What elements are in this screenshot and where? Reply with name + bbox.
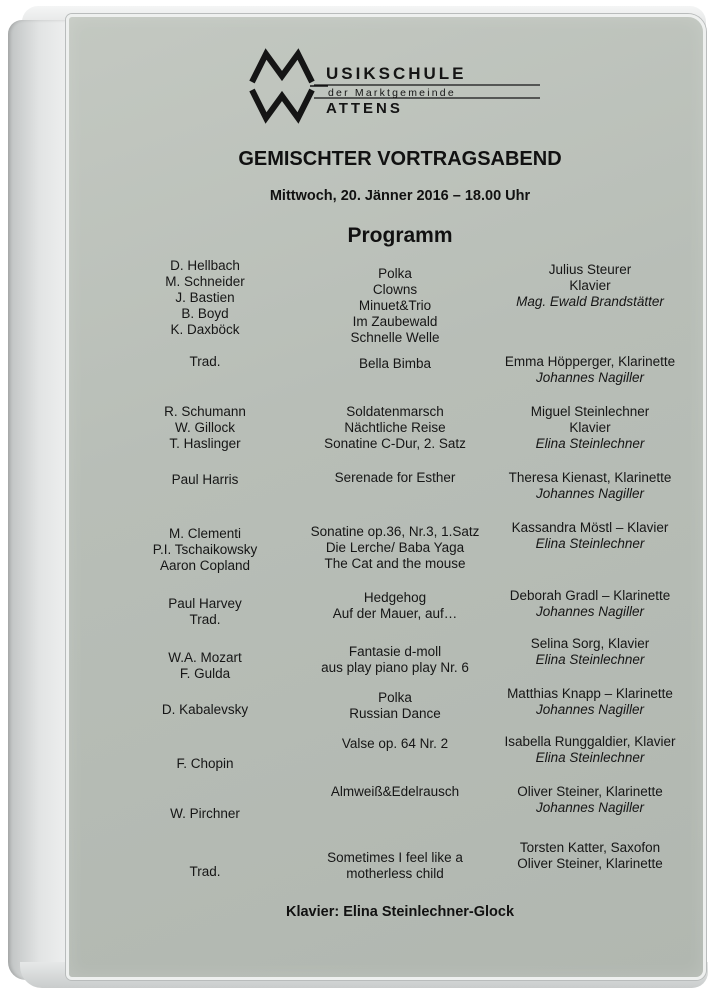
- performer-column: [480, 470, 700, 502]
- teacher-name: Mag. Ewald Brandstätter: [516, 294, 664, 309]
- composer-name: J. Bastien: [175, 290, 235, 305]
- performer-name: Torsten Katter, Saxofon: [519, 840, 661, 855]
- composer-name: B. Boyd: [181, 306, 229, 321]
- piece-title: Die Lerche/ Baba Yaga: [325, 540, 465, 555]
- piece-title: Nächtliche Reise: [344, 420, 446, 435]
- piece-title: Fantasie d-moll: [348, 644, 442, 659]
- composer-name: P.I. Tschaikowsky: [152, 542, 258, 557]
- composer-name: Paul Harris: [171, 472, 239, 487]
- piece-title: Bella Bimba: [358, 356, 432, 371]
- composer-name: R. Schumann: [164, 404, 246, 419]
- performer-column: [480, 686, 700, 718]
- accompanist-footer: Klavier: Elina Steinlechner-Glock: [285, 904, 515, 920]
- piece-title: Russian Dance: [349, 706, 441, 721]
- event-date: Mittwoch, 20. Jänner 2016 – 18.00 Uhr: [269, 188, 531, 204]
- school-logo: [248, 48, 548, 124]
- performer-column: [480, 588, 700, 620]
- composer-column: [120, 258, 290, 338]
- composer-name: Aaron Copland: [159, 558, 251, 573]
- performer-name: Miguel Steinlechner: [530, 404, 650, 419]
- composer-column: [120, 806, 290, 822]
- teacher-name: Johannes Nagiller: [535, 604, 645, 619]
- composer-name: Paul Harvey: [168, 596, 242, 611]
- teacher-name: Elina Steinlechner: [535, 536, 645, 551]
- piece-column: [290, 266, 500, 346]
- piece-title: Soldatenmarsch: [346, 404, 444, 419]
- composer-name: Trad.: [189, 864, 221, 879]
- piece-title: Serenade for Esther: [334, 470, 456, 485]
- teacher-name: Elina Steinlechner: [535, 750, 645, 765]
- piece-column: [290, 470, 500, 486]
- logo-text-wattens: ATTENS: [326, 100, 403, 117]
- piece-column: [290, 590, 500, 622]
- piece-title: Schnelle Welle: [350, 330, 440, 345]
- composer-name: W. Pirchner: [170, 806, 240, 821]
- performer-name: Isabella Runggaldier, Klavier: [504, 734, 676, 749]
- composer-name: M. Clementi: [168, 526, 241, 541]
- composer-name: W.A. Mozart: [168, 650, 242, 665]
- performer-column: [480, 840, 700, 872]
- teacher-name: Elina Steinlechner: [535, 436, 645, 451]
- piece-title: Hedgehog: [363, 590, 427, 605]
- composer-column: [120, 404, 290, 452]
- performer-name: Theresa Kienast, Klarinette: [508, 470, 672, 485]
- performer-column: [480, 784, 700, 816]
- piece-title: Im Zaubewald: [352, 314, 438, 329]
- performer-name: Oliver Steiner, Klarinette: [517, 856, 663, 871]
- piece-title: Valse op. 64 Nr. 2: [341, 736, 449, 751]
- performer-name: Klavier: [569, 420, 611, 435]
- composer-column: [120, 472, 290, 488]
- composer-name: Trad.: [189, 354, 221, 369]
- performer-column: [480, 404, 700, 452]
- performer-column: [480, 262, 700, 310]
- logo-text-musikschule: USIKSCHULE: [326, 64, 467, 83]
- piece-title: Sonatine op.36, Nr.3, 1.Satz: [310, 524, 480, 539]
- piece-title: Minuet&Trio: [358, 298, 432, 313]
- teacher-name: Johannes Nagiller: [535, 370, 645, 385]
- composer-column: [120, 596, 290, 628]
- performer-name: Emma Höpperger, Klarinette: [504, 354, 676, 369]
- piece-title: Polka: [378, 690, 412, 705]
- composer-column: [120, 354, 290, 370]
- performer-name: Julius Steurer: [548, 262, 632, 277]
- teacher-name: Johannes Nagiller: [535, 702, 645, 717]
- piece-title: Sometimes I feel like a: [327, 850, 463, 865]
- composer-name: M. Schneider: [165, 274, 245, 289]
- performer-column: [480, 636, 700, 668]
- piece-column: [290, 784, 500, 800]
- composer-column: [120, 864, 290, 880]
- piece-title: The Cat and the mouse: [324, 556, 466, 571]
- performer-column: [480, 520, 700, 552]
- performer-name: Selina Sorg, Klavier: [530, 636, 650, 651]
- composer-column: [120, 756, 290, 772]
- teacher-name: Elina Steinlechner: [535, 652, 645, 667]
- piece-column: [290, 404, 500, 452]
- piece-title: Clowns: [372, 282, 418, 297]
- page-title: GEMISCHTER VORTRAGSABEND: [238, 148, 562, 170]
- teacher-name: Johannes Nagiller: [535, 486, 645, 501]
- composer-column: [120, 702, 290, 718]
- composer-name: T. Haslinger: [169, 436, 241, 451]
- performer-name: Oliver Steiner, Klarinette: [517, 784, 663, 799]
- performer-name: Deborah Gradl – Klarinette: [509, 588, 671, 603]
- teacher-name: Johannes Nagiller: [535, 800, 645, 815]
- programm-heading: Programm: [347, 224, 453, 247]
- composer-name: F. Chopin: [176, 756, 234, 771]
- composer-name: K. Daxböck: [170, 322, 240, 337]
- piece-title: Almweiß&Edelrausch: [330, 784, 460, 799]
- piece-column: [290, 850, 500, 882]
- performer-name: Kassandra Möstl – Klavier: [511, 520, 669, 535]
- performer-name: Klavier: [569, 278, 611, 293]
- piece-column: [290, 524, 500, 572]
- logo-text-marktgemeinde: der Marktgemeinde: [328, 87, 456, 99]
- performer-column: [480, 734, 700, 766]
- piece-column: [290, 644, 500, 676]
- piece-title: motherless child: [346, 866, 444, 881]
- piece-title: Polka: [378, 266, 412, 281]
- piece-title: Sonatine C-Dur, 2. Satz: [324, 436, 466, 451]
- piece-column: [290, 690, 500, 722]
- composer-column: [120, 650, 290, 682]
- composer-column: [120, 526, 290, 574]
- composer-name: D. Kabalevsky: [161, 702, 249, 717]
- composer-name: W. Gillock: [174, 420, 235, 435]
- composer-name: D. Hellbach: [170, 258, 240, 273]
- performer-name: Matthias Knapp – Klarinette: [507, 686, 673, 701]
- piece-column: [290, 356, 500, 372]
- composer-name: Trad.: [189, 612, 221, 627]
- piece-title: aus play piano play Nr. 6: [321, 660, 469, 675]
- composer-name: F. Gulda: [179, 666, 231, 681]
- piece-column: [290, 736, 500, 752]
- performer-column: [480, 354, 700, 386]
- piece-title: Auf der Mauer, auf…: [332, 606, 458, 621]
